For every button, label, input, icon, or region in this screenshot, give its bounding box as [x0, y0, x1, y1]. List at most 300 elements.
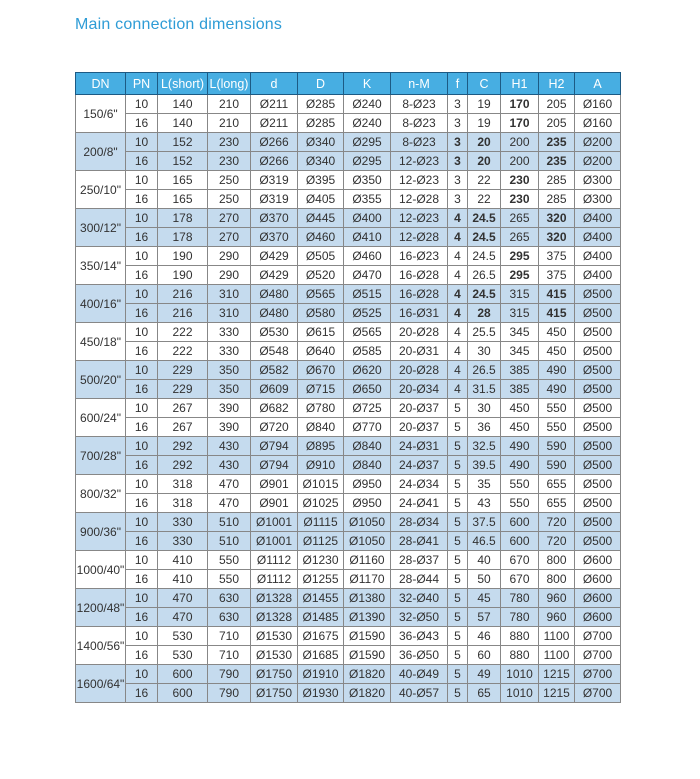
pn-cell: 10: [126, 361, 158, 380]
value-cell: 600: [158, 665, 208, 684]
table-row: [76, 361, 621, 380]
value-cell: 5: [448, 627, 468, 646]
value-cell: 550: [501, 475, 539, 494]
value-cell: Ø794: [251, 456, 298, 475]
pn-cell: 16: [126, 304, 158, 323]
value-cell: Ø1530: [251, 627, 298, 646]
value-cell: 375: [539, 247, 575, 266]
value-cell: 292: [158, 456, 208, 475]
dn-cell: 500/20": [76, 361, 126, 399]
value-cell: 655: [539, 475, 575, 494]
value-cell: 470: [158, 608, 208, 627]
value-cell: 880: [501, 627, 539, 646]
pn-cell: 16: [126, 418, 158, 437]
value-cell: 960: [539, 608, 575, 627]
value-cell: Ø1112: [251, 551, 298, 570]
value-cell: 590: [539, 437, 575, 456]
value-cell: Ø1485: [298, 608, 344, 627]
value-cell: 178: [158, 209, 208, 228]
value-cell: Ø600: [575, 589, 621, 608]
value-cell: 410: [158, 570, 208, 589]
value-cell: Ø1160: [344, 551, 391, 570]
dn-cell: 1000/40": [76, 551, 126, 589]
value-cell: Ø580: [298, 304, 344, 323]
pn-cell: 10: [126, 285, 158, 304]
value-cell: Ø160: [575, 95, 621, 114]
value-cell: Ø840: [344, 437, 391, 456]
value-cell: 5: [448, 589, 468, 608]
value-cell: 345: [501, 342, 539, 361]
pn-cell: 16: [126, 228, 158, 247]
table-row: [76, 114, 621, 133]
pn-cell: 10: [126, 551, 158, 570]
table-row: [76, 665, 621, 684]
value-cell: Ø319: [251, 190, 298, 209]
column-header-h1: H1: [501, 73, 539, 95]
value-cell: 230: [501, 190, 539, 209]
value-cell: Ø840: [344, 456, 391, 475]
value-cell: Ø1910: [298, 665, 344, 684]
value-cell: Ø340: [298, 152, 344, 171]
value-cell: 20: [468, 152, 501, 171]
value-cell: Ø1230: [298, 551, 344, 570]
value-cell: Ø1050: [344, 532, 391, 551]
value-cell: Ø200: [575, 152, 621, 171]
value-cell: 5: [448, 646, 468, 665]
dn-cell: 200/8": [76, 133, 126, 171]
value-cell: Ø840: [298, 418, 344, 437]
value-cell: 12-Ø23: [391, 152, 448, 171]
value-cell: 4: [448, 209, 468, 228]
value-cell: 1010: [501, 684, 539, 703]
value-cell: 270: [208, 228, 251, 247]
value-cell: Ø500: [575, 532, 621, 551]
table-row: [76, 551, 621, 570]
column-header-h2: H2: [539, 73, 575, 95]
value-cell: 65: [468, 684, 501, 703]
value-cell: 24-Ø34: [391, 475, 448, 494]
value-cell: Ø725: [344, 399, 391, 418]
table-row: [76, 152, 621, 171]
value-cell: 24-Ø41: [391, 494, 448, 513]
value-cell: Ø400: [575, 247, 621, 266]
value-cell: Ø160: [575, 114, 621, 133]
value-cell: 5: [448, 494, 468, 513]
value-cell: 345: [501, 323, 539, 342]
value-cell: Ø1115: [298, 513, 344, 532]
column-header-nm: n-M: [391, 73, 448, 95]
pn-cell: 10: [126, 627, 158, 646]
value-cell: 24.5: [468, 285, 501, 304]
pn-cell: 10: [126, 209, 158, 228]
value-cell: 22: [468, 171, 501, 190]
value-cell: 12-Ø28: [391, 228, 448, 247]
value-cell: 3: [448, 171, 468, 190]
value-cell: 190: [158, 247, 208, 266]
value-cell: 265: [501, 209, 539, 228]
value-cell: 230: [501, 171, 539, 190]
pn-cell: 10: [126, 323, 158, 342]
value-cell: Ø500: [575, 399, 621, 418]
value-cell: 330: [208, 323, 251, 342]
value-cell: Ø285: [298, 114, 344, 133]
table-row: [76, 171, 621, 190]
table-body: [76, 95, 621, 703]
value-cell: 229: [158, 361, 208, 380]
value-cell: 5: [448, 418, 468, 437]
value-cell: 430: [208, 437, 251, 456]
value-cell: 4: [448, 228, 468, 247]
table-row: [76, 380, 621, 399]
value-cell: 210: [208, 114, 251, 133]
value-cell: Ø585: [344, 342, 391, 361]
value-cell: 205: [539, 95, 575, 114]
value-cell: Ø1675: [298, 627, 344, 646]
table-row: [76, 209, 621, 228]
value-cell: 430: [208, 456, 251, 475]
value-cell: Ø910: [298, 456, 344, 475]
value-cell: Ø266: [251, 152, 298, 171]
value-cell: 3: [448, 190, 468, 209]
value-cell: 530: [158, 627, 208, 646]
value-cell: 4: [448, 342, 468, 361]
pn-cell: 10: [126, 589, 158, 608]
value-cell: Ø500: [575, 418, 621, 437]
value-cell: 330: [158, 513, 208, 532]
value-cell: 290: [208, 247, 251, 266]
value-cell: 450: [539, 342, 575, 361]
value-cell: 31.5: [468, 380, 501, 399]
value-cell: Ø300: [575, 171, 621, 190]
value-cell: Ø460: [344, 247, 391, 266]
value-cell: Ø1590: [344, 627, 391, 646]
value-cell: 470: [208, 475, 251, 494]
value-cell: 510: [208, 532, 251, 551]
value-cell: 40-Ø57: [391, 684, 448, 703]
value-cell: Ø515: [344, 285, 391, 304]
value-cell: Ø720: [251, 418, 298, 437]
value-cell: 4: [448, 266, 468, 285]
value-cell: 12-Ø23: [391, 171, 448, 190]
dn-cell: 400/16": [76, 285, 126, 323]
value-cell: 1100: [539, 646, 575, 665]
table-row: [76, 247, 621, 266]
value-cell: Ø950: [344, 475, 391, 494]
value-cell: 20-Ø37: [391, 418, 448, 437]
column-header-d: d: [251, 73, 298, 95]
value-cell: 26.5: [468, 266, 501, 285]
pn-cell: 10: [126, 475, 158, 494]
value-cell: 320: [539, 228, 575, 247]
column-header-a: A: [575, 73, 621, 95]
value-cell: 200: [501, 133, 539, 152]
value-cell: Ø410: [344, 228, 391, 247]
value-cell: Ø620: [344, 361, 391, 380]
value-cell: Ø285: [298, 95, 344, 114]
value-cell: 375: [539, 266, 575, 285]
value-cell: 315: [501, 304, 539, 323]
value-cell: Ø395: [298, 171, 344, 190]
value-cell: 5: [448, 456, 468, 475]
value-cell: Ø1001: [251, 532, 298, 551]
value-cell: Ø1328: [251, 608, 298, 627]
value-cell: Ø901: [251, 494, 298, 513]
value-cell: Ø405: [298, 190, 344, 209]
value-cell: 720: [539, 532, 575, 551]
value-cell: Ø901: [251, 475, 298, 494]
value-cell: 320: [539, 209, 575, 228]
value-cell: 415: [539, 285, 575, 304]
value-cell: Ø400: [575, 266, 621, 285]
value-cell: 12-Ø28: [391, 190, 448, 209]
value-cell: 5: [448, 608, 468, 627]
value-cell: 600: [501, 532, 539, 551]
value-cell: 37.5: [468, 513, 501, 532]
value-cell: 40-Ø49: [391, 665, 448, 684]
table-row: [76, 494, 621, 513]
value-cell: 170: [501, 95, 539, 114]
pn-cell: 16: [126, 532, 158, 551]
value-cell: Ø700: [575, 665, 621, 684]
value-cell: Ø500: [575, 285, 621, 304]
value-cell: 4: [448, 380, 468, 399]
value-cell: Ø895: [298, 437, 344, 456]
value-cell: 550: [501, 494, 539, 513]
value-cell: 1215: [539, 665, 575, 684]
value-cell: 20: [468, 133, 501, 152]
table-row: [76, 95, 621, 114]
value-cell: 19: [468, 95, 501, 114]
value-cell: Ø500: [575, 437, 621, 456]
value-cell: Ø548: [251, 342, 298, 361]
dn-cell: 800/32": [76, 475, 126, 513]
table-row: [76, 228, 621, 247]
value-cell: Ø445: [298, 209, 344, 228]
value-cell: Ø1820: [344, 684, 391, 703]
value-cell: Ø1001: [251, 513, 298, 532]
value-cell: 40: [468, 551, 501, 570]
value-cell: 790: [208, 665, 251, 684]
value-cell: 20-Ø28: [391, 361, 448, 380]
value-cell: Ø1930: [298, 684, 344, 703]
value-cell: 490: [501, 437, 539, 456]
value-cell: Ø700: [575, 627, 621, 646]
value-cell: 46: [468, 627, 501, 646]
pn-cell: 16: [126, 608, 158, 627]
pn-cell: 10: [126, 247, 158, 266]
column-header-c: C: [468, 73, 501, 95]
value-cell: Ø480: [251, 304, 298, 323]
value-cell: Ø500: [575, 361, 621, 380]
value-cell: Ø1685: [298, 646, 344, 665]
value-cell: 140: [158, 114, 208, 133]
column-header-pn: PN: [126, 73, 158, 95]
value-cell: 1100: [539, 627, 575, 646]
value-cell: 292: [158, 437, 208, 456]
value-cell: Ø500: [575, 380, 621, 399]
value-cell: Ø565: [344, 323, 391, 342]
value-cell: 229: [158, 380, 208, 399]
pn-cell: 16: [126, 456, 158, 475]
value-cell: 28-Ø44: [391, 570, 448, 589]
value-cell: 32-Ø50: [391, 608, 448, 627]
value-cell: Ø794: [251, 437, 298, 456]
value-cell: 230: [208, 133, 251, 152]
value-cell: Ø240: [344, 95, 391, 114]
column-header-k: K: [344, 73, 391, 95]
value-cell: 36: [468, 418, 501, 437]
value-cell: 30: [468, 342, 501, 361]
value-cell: 8-Ø23: [391, 95, 448, 114]
value-cell: 16-Ø23: [391, 247, 448, 266]
value-cell: Ø500: [575, 513, 621, 532]
value-cell: Ø1112: [251, 570, 298, 589]
value-cell: Ø1750: [251, 684, 298, 703]
value-cell: 310: [208, 304, 251, 323]
value-cell: 165: [158, 171, 208, 190]
value-cell: 1010: [501, 665, 539, 684]
value-cell: 880: [501, 646, 539, 665]
value-cell: 710: [208, 627, 251, 646]
value-cell: 5: [448, 532, 468, 551]
value-cell: 46.5: [468, 532, 501, 551]
table-row: [76, 418, 621, 437]
value-cell: 222: [158, 342, 208, 361]
value-cell: 60: [468, 646, 501, 665]
value-cell: 267: [158, 418, 208, 437]
value-cell: Ø525: [344, 304, 391, 323]
pn-cell: 10: [126, 95, 158, 114]
value-cell: 43: [468, 494, 501, 513]
value-cell: 270: [208, 209, 251, 228]
value-cell: 410: [158, 551, 208, 570]
value-cell: 385: [501, 380, 539, 399]
value-cell: 16-Ø31: [391, 304, 448, 323]
value-cell: Ø650: [344, 380, 391, 399]
pn-cell: 16: [126, 646, 158, 665]
column-header-f: f: [448, 73, 468, 95]
value-cell: 216: [158, 285, 208, 304]
value-cell: 45: [468, 589, 501, 608]
table-header: [76, 73, 621, 95]
header-row: [76, 73, 621, 95]
value-cell: 800: [539, 570, 575, 589]
value-cell: 1215: [539, 684, 575, 703]
value-cell: Ø370: [251, 228, 298, 247]
value-cell: Ø340: [298, 133, 344, 152]
table-row: [76, 608, 621, 627]
value-cell: Ø609: [251, 380, 298, 399]
value-cell: 24.5: [468, 209, 501, 228]
value-cell: Ø1380: [344, 589, 391, 608]
value-cell: Ø1590: [344, 646, 391, 665]
value-cell: Ø480: [251, 285, 298, 304]
value-cell: 170: [501, 114, 539, 133]
value-cell: Ø600: [575, 608, 621, 627]
table-row: [76, 456, 621, 475]
value-cell: 318: [158, 494, 208, 513]
value-cell: 3: [448, 95, 468, 114]
value-cell: 57: [468, 608, 501, 627]
dn-cell: 900/36": [76, 513, 126, 551]
value-cell: Ø295: [344, 152, 391, 171]
value-cell: Ø429: [251, 247, 298, 266]
value-cell: Ø400: [344, 209, 391, 228]
value-cell: 267: [158, 399, 208, 418]
value-cell: 310: [208, 285, 251, 304]
value-cell: Ø1750: [251, 665, 298, 684]
value-cell: 295: [501, 266, 539, 285]
value-cell: 590: [539, 456, 575, 475]
pn-cell: 10: [126, 665, 158, 684]
value-cell: 36-Ø50: [391, 646, 448, 665]
value-cell: 205: [539, 114, 575, 133]
value-cell: 330: [208, 342, 251, 361]
value-cell: Ø1015: [298, 475, 344, 494]
value-cell: 4: [448, 304, 468, 323]
value-cell: 530: [158, 646, 208, 665]
value-cell: 50: [468, 570, 501, 589]
value-cell: 350: [208, 361, 251, 380]
column-header-llong: L(long): [208, 73, 251, 95]
pn-cell: 10: [126, 399, 158, 418]
value-cell: 24-Ø37: [391, 456, 448, 475]
value-cell: Ø530: [251, 323, 298, 342]
value-cell: 470: [158, 589, 208, 608]
value-cell: 415: [539, 304, 575, 323]
value-cell: 190: [158, 266, 208, 285]
page-title: Main connection dimensions: [75, 16, 283, 33]
value-cell: 720: [539, 513, 575, 532]
table-row: [76, 133, 621, 152]
dn-cell: 600/24": [76, 399, 126, 437]
value-cell: 630: [208, 608, 251, 627]
value-cell: Ø295: [344, 133, 391, 152]
table-row: [76, 342, 621, 361]
pn-cell: 16: [126, 684, 158, 703]
table-row: [76, 323, 621, 342]
value-cell: 710: [208, 646, 251, 665]
value-cell: Ø355: [344, 190, 391, 209]
dn-cell: 1400/56": [76, 627, 126, 665]
value-cell: 600: [158, 684, 208, 703]
value-cell: 3: [448, 114, 468, 133]
value-cell: Ø615: [298, 323, 344, 342]
column-header-d: D: [298, 73, 344, 95]
value-cell: 235: [539, 133, 575, 152]
value-cell: 5: [448, 399, 468, 418]
dn-cell: 700/28": [76, 437, 126, 475]
value-cell: 16-Ø28: [391, 266, 448, 285]
value-cell: Ø1025: [298, 494, 344, 513]
table-row: [76, 304, 621, 323]
value-cell: Ø300: [575, 190, 621, 209]
value-cell: 4: [448, 361, 468, 380]
value-cell: 178: [158, 228, 208, 247]
value-cell: 5: [448, 475, 468, 494]
value-cell: 39.5: [468, 456, 501, 475]
value-cell: Ø1328: [251, 589, 298, 608]
value-cell: Ø200: [575, 133, 621, 152]
table-row: [76, 627, 621, 646]
table-row: [76, 570, 621, 589]
value-cell: Ø1255: [298, 570, 344, 589]
value-cell: Ø950: [344, 494, 391, 513]
table-row: [76, 475, 621, 494]
value-cell: 790: [208, 684, 251, 703]
dn-cell: 250/10": [76, 171, 126, 209]
value-cell: 35: [468, 475, 501, 494]
